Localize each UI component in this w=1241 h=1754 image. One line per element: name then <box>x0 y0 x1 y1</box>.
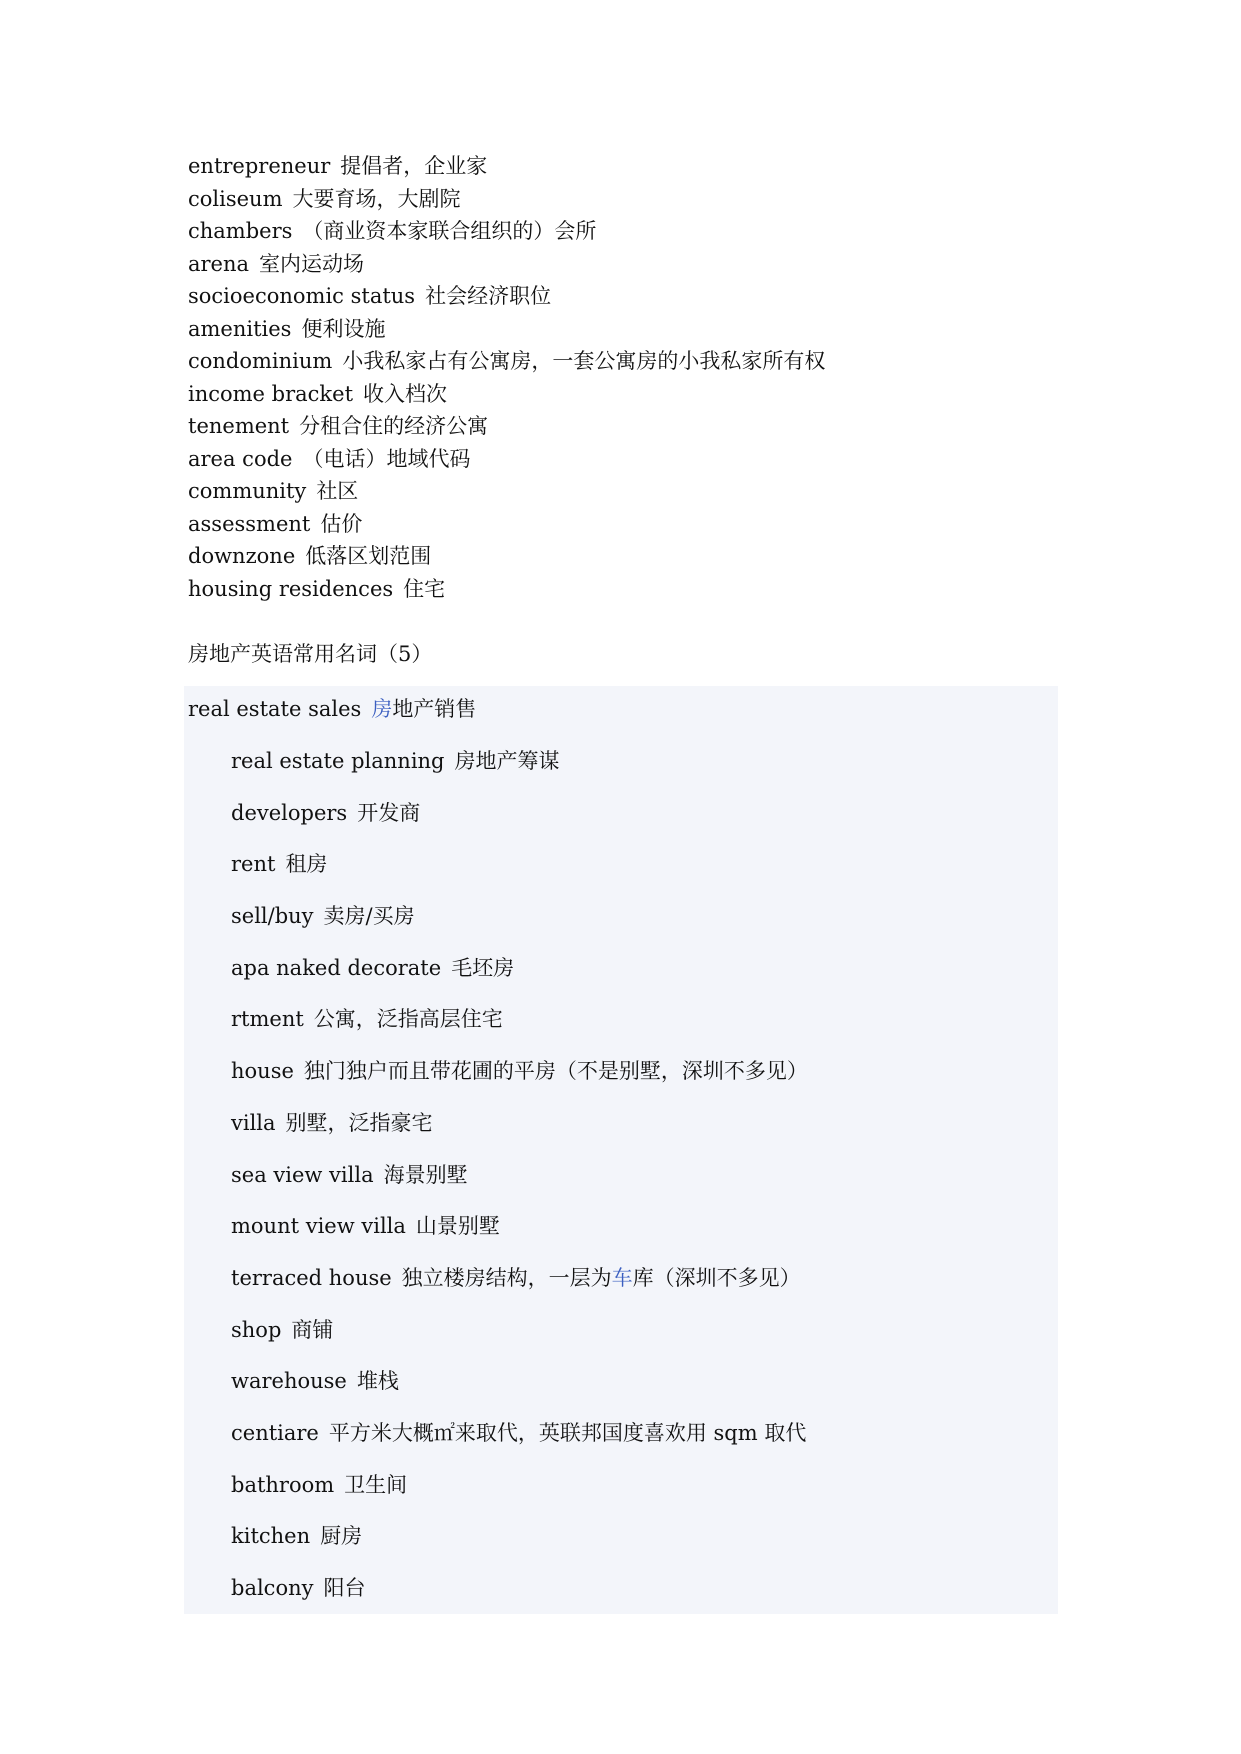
term-en: condominium <box>188 349 333 373</box>
sales-term-item <box>231 1056 1051 1108</box>
term-zh: 地产销售 <box>392 697 477 721</box>
glossary-item <box>188 345 1088 378</box>
sales-term-item <box>231 1211 1051 1263</box>
term-en: amenities <box>188 316 292 341</box>
term-en: kitchen <box>231 1524 311 1549</box>
term-zh: 小我私家占有公寓房，一套公寓房的小我私家所有权 <box>342 349 826 373</box>
term-en: warehouse <box>231 1369 347 1394</box>
sales-term-item <box>231 1573 1051 1625</box>
sales-term-item <box>231 953 1051 1005</box>
term-zh: 室内运动场 <box>259 251 365 276</box>
highlighted-text: 车 <box>611 1265 633 1290</box>
glossary-item <box>188 573 1088 606</box>
term-en: rent <box>231 852 276 877</box>
glossary-item <box>188 150 1088 183</box>
term-zh: 租房 <box>285 852 328 877</box>
term-zh: 海景别墅 <box>383 1162 468 1187</box>
term-zh: （商业资本家联合组织的）会所 <box>302 219 597 243</box>
term-zh: 便利设施 <box>301 316 386 341</box>
glossary-item <box>188 475 1088 508</box>
term-zh-tail: 库（深圳不多见） <box>632 1265 801 1290</box>
term-en: sell/buy <box>231 904 314 929</box>
glossary-item <box>188 443 1088 476</box>
term-zh: 大要育场，大剧院 <box>292 186 461 211</box>
term-zh: 别墅，泛指豪宅 <box>285 1110 433 1135</box>
sales-term-item <box>231 1521 1051 1573</box>
term-en: centiare <box>231 1420 319 1445</box>
glossary-item <box>188 508 1088 541</box>
term-zh: 商铺 <box>291 1317 334 1342</box>
sales-term-item <box>231 901 1051 953</box>
sales-term-item <box>231 1108 1051 1160</box>
sales-header <box>188 694 476 724</box>
term-zh: 公寓，泛指高层住宅 <box>313 1007 503 1032</box>
term-zh: 房地产筹谋 <box>454 749 560 773</box>
glossary-list <box>188 150 1088 605</box>
sales-term-item <box>231 1160 1051 1212</box>
section-title: 房地产英语常用名词（5） <box>188 642 433 666</box>
term-zh: 山景别墅 <box>415 1214 500 1239</box>
term-en: socioeconomic status <box>188 284 416 308</box>
term-zh: 独门独户而且带花圃的平房（不是别墅，深圳不多见） <box>303 1059 808 1084</box>
term-en: sea view villa <box>231 1162 374 1187</box>
term-en: mount view villa <box>231 1214 406 1239</box>
sales-term-item <box>231 1004 1051 1056</box>
sales-term-item <box>231 798 1051 850</box>
term-en: balcony <box>231 1576 314 1600</box>
term-en: housing residences <box>188 576 394 601</box>
glossary-item <box>188 280 1088 313</box>
term-zh: 社会经济职位 <box>425 284 552 308</box>
sales-term-item <box>231 1315 1051 1367</box>
term-en: arena <box>188 251 250 276</box>
term-en: chambers <box>188 219 293 243</box>
sales-term-item <box>231 1470 1051 1522</box>
term-zh: 住宅 <box>403 576 446 601</box>
glossary-item <box>188 540 1088 573</box>
term-zh: 收入档次 <box>363 381 448 406</box>
sales-term-item <box>231 849 1051 901</box>
term-zh: 社区 <box>316 479 359 503</box>
term-zh: 独立楼房结构，一层为 <box>401 1265 612 1290</box>
sales-term-list <box>231 746 1051 1625</box>
glossary-item <box>188 215 1088 248</box>
term-en: rtment <box>231 1007 304 1032</box>
term-en: community <box>188 479 307 503</box>
term-zh: 低落区划范围 <box>305 544 432 568</box>
term-zh: 毛坯房 <box>451 955 515 980</box>
term-en: entrepreneur <box>188 154 331 178</box>
sales-term-item <box>231 1418 1051 1470</box>
glossary-item <box>188 248 1088 281</box>
term-zh: 卖房/买房 <box>323 904 415 929</box>
term-en: villa <box>231 1110 276 1135</box>
term-en: area code <box>188 446 293 471</box>
term-en: assessment <box>188 511 311 536</box>
term-en: downzone <box>188 544 296 568</box>
term-en: developers <box>231 800 348 825</box>
term-zh: （电话）地域代码 <box>302 446 471 471</box>
term-zh: 堆栈 <box>356 1369 399 1394</box>
term-zh: 开发商 <box>357 800 421 825</box>
term-zh: 提倡者，企业家 <box>340 154 488 178</box>
glossary-item <box>188 183 1088 216</box>
term-en: apa naked decorate <box>231 955 442 980</box>
term-en: terraced house <box>231 1265 392 1290</box>
term-en: shop <box>231 1317 282 1342</box>
term-en: tenement <box>188 414 290 438</box>
term-en: coliseum <box>188 186 283 211</box>
highlighted-text: 房 <box>371 697 393 721</box>
term-zh: 阳台 <box>323 1576 366 1600</box>
term-zh: 估价 <box>320 511 363 536</box>
glossary-item <box>188 410 1088 443</box>
term-en: income bracket <box>188 381 354 406</box>
term-zh: 分租合住的经济公寓 <box>299 414 489 438</box>
term-en: house <box>231 1059 294 1084</box>
term-en: bathroom <box>231 1472 335 1497</box>
term-en: real estate sales <box>188 697 362 721</box>
term-zh: 厨房 <box>320 1524 363 1549</box>
glossary-item <box>188 378 1088 411</box>
term-zh: 平方米大概㎡来取代，英联邦国度喜欢用 sqm 取代 <box>328 1420 807 1445</box>
term-en: real estate planning <box>231 749 445 773</box>
sales-section <box>184 686 1058 1614</box>
sales-term-item <box>231 1366 1051 1418</box>
sales-term-item <box>231 1263 1051 1315</box>
term-zh: 卫生间 <box>344 1472 408 1497</box>
glossary-item <box>188 313 1088 346</box>
sales-term-item <box>231 746 1051 798</box>
